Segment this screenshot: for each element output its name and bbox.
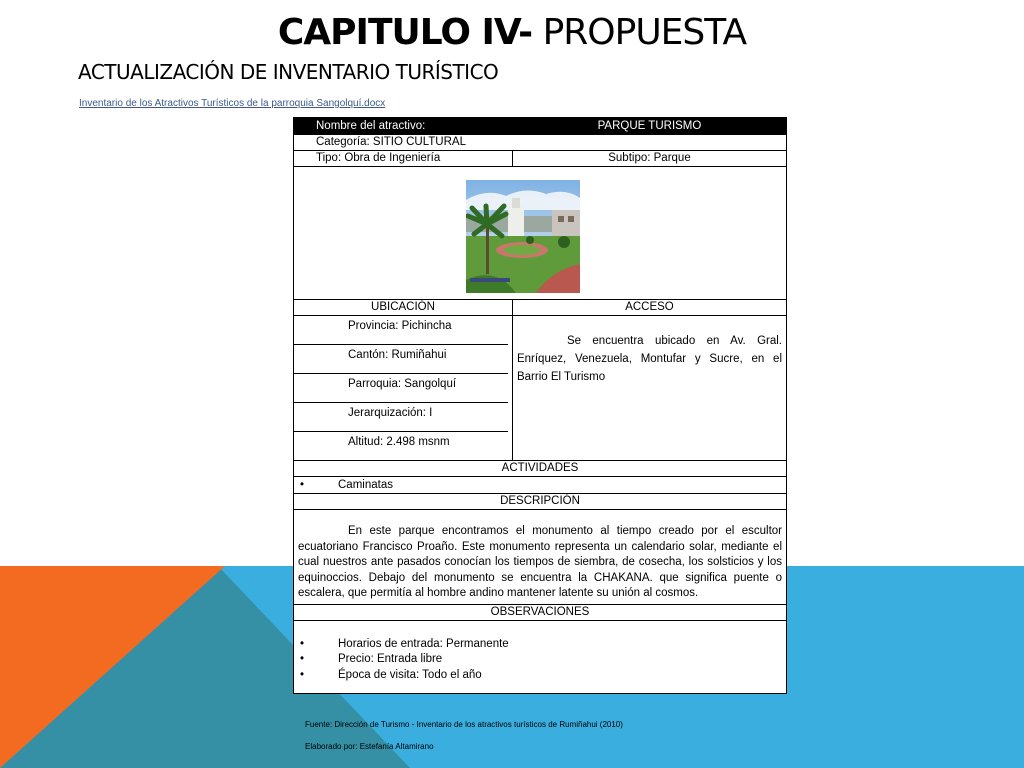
list-item (298, 668, 782, 684)
location-canton: Cantón: Rumiñahui (294, 345, 508, 374)
observation-schedule: Horarios de entrada: Permanente (338, 637, 509, 650)
description-header: DESCRIPCIÓN (294, 494, 787, 510)
table-row-name (294, 118, 787, 135)
slide-title-light: PROPUESTA (532, 12, 747, 53)
source-note: Fuente: Dirección de Turismo - Inventario de los atractivos turísticos de Rumiñahui (2010) (305, 720, 623, 729)
slide-title (0, 12, 1024, 53)
table-row-observations-header (294, 604, 787, 620)
table-row-headers (294, 300, 787, 316)
category-cell: Categoría: SITIO CULTURAL (294, 135, 787, 151)
observation-season: Época de visita: Todo el año (338, 668, 482, 681)
access-text: Se encuentra ubicado en Av. Gral. Enríquez, Venezuela, Montufar y Sucre, en el Barrio El Turismo (516, 335, 782, 383)
subtype-cell: Subtipo: Parque (512, 151, 786, 167)
name-label: Nombre del atractivo: (294, 118, 513, 135)
location-cell (294, 316, 513, 461)
table-row-observations (294, 620, 787, 694)
location-parish: Parroquia: Sangolquí (294, 374, 508, 403)
type-cell: Tipo: Obra de Ingeniería (294, 151, 513, 167)
name-value: PARQUE TURISMO (512, 118, 786, 135)
slide-title-bold: CAPITULO IV- (277, 12, 533, 53)
location-province: Provincia: Pichincha (294, 316, 508, 345)
table-row-description-header (294, 494, 787, 510)
bullet-icon: • (300, 668, 305, 681)
table-row-activities-header (294, 461, 787, 477)
table-row-activities (294, 477, 787, 494)
activities-cell (294, 477, 787, 494)
list-item (298, 652, 782, 668)
location-hierarchy: Jerarquización: I (294, 403, 508, 432)
observations-header: OBSERVACIONES (294, 604, 787, 620)
author-note: Elaborado por: Estefanía Altamirano (305, 742, 434, 751)
access-header: ACCESO (512, 300, 786, 316)
description-cell (294, 510, 787, 605)
inventory-table (293, 117, 787, 694)
description-text: En este parque encontramos el monumento al tiempo creado por el escultor ecuatoriano Francisco Proaño. Este monumento representa un calendario solar, mediante el cual nuestros ante pasados conocían los tiempos de siembra, de cosecha, los solsticios y los equinoccios. Debajo del monumento se encuentra la CHAKANA. que significa puente o escalera, que permitía al hombre andino mantener latente su unión al cosmos. (298, 525, 782, 599)
slide-subtitle: ACTUALIZACIÓN DE INVENTARIO TURÍSTICO (78, 60, 499, 84)
activities-header: ACTIVIDADES (294, 461, 787, 477)
observation-price: Precio: Entrada libre (338, 653, 443, 665)
table-row-location (294, 316, 787, 461)
bullet-icon: • (300, 479, 305, 491)
bullet-icon: • (300, 637, 305, 650)
bullet-icon: • (300, 653, 305, 665)
photo-cell (294, 167, 787, 300)
list-item: Caminatas (338, 479, 393, 491)
location-altitude: Altitud: 2.498 msnm (348, 436, 450, 448)
table-row-category (294, 135, 787, 151)
observations-cell (294, 620, 787, 694)
table-row-description (294, 510, 787, 605)
table-row-type (294, 151, 787, 167)
list-item (298, 637, 782, 653)
location-header: UBICACIÓN (294, 300, 513, 316)
access-cell (512, 316, 786, 461)
document-link[interactable]: Inventario de los Atractivos Turísticos de la parroquia Sangolquí.docx (79, 98, 386, 109)
park-photo (466, 180, 580, 293)
table-row-photo (294, 167, 787, 300)
